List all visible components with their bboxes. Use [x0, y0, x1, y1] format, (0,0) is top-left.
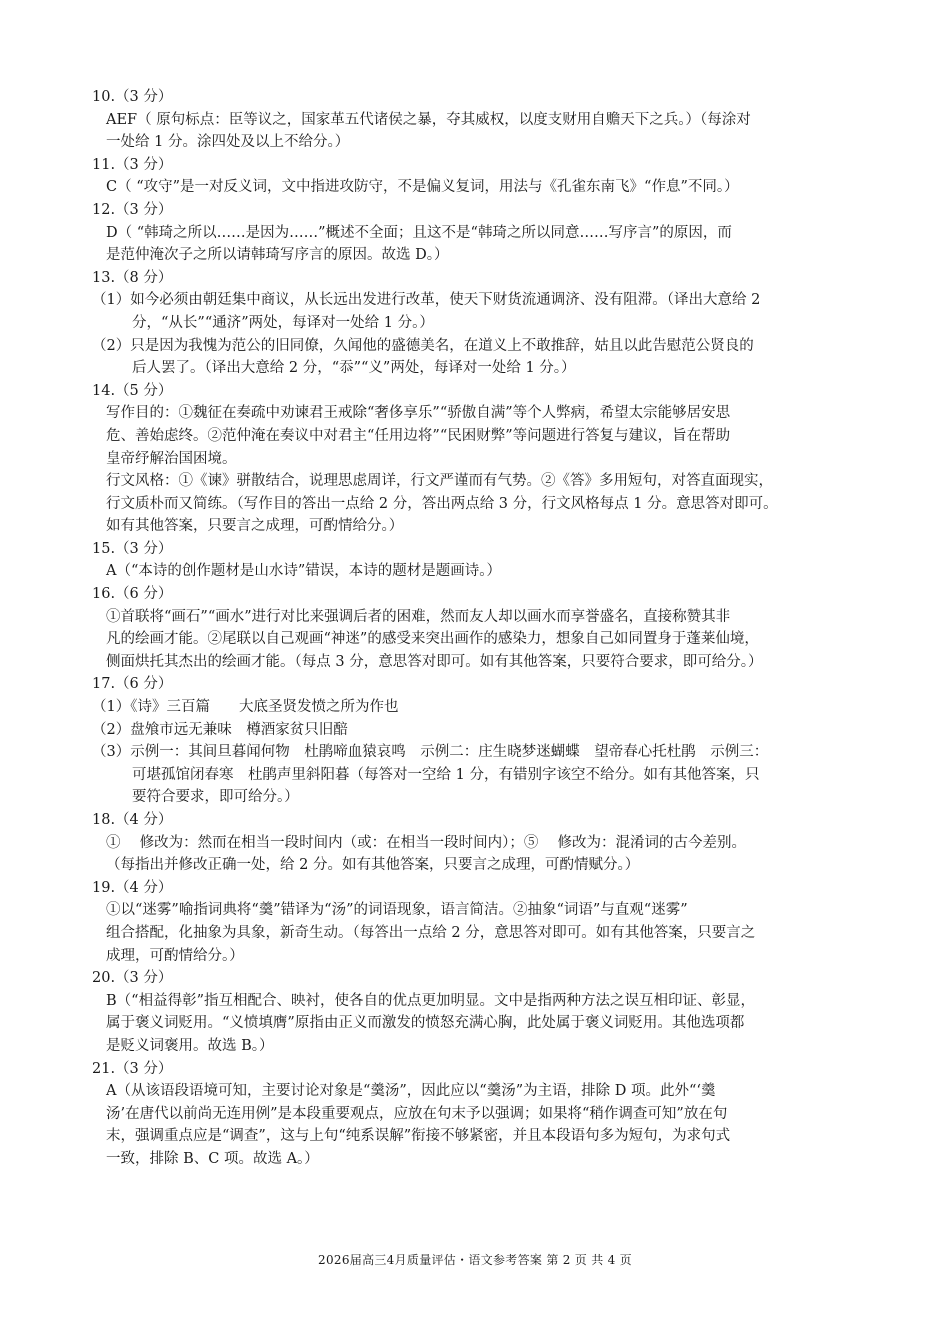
question-20-head: 20.（3 分） — [92, 970, 173, 987]
question-13-part-2: （2）只是因为我愧为范公的旧同僚，久闻他的盛德美名，在道义上不敢推辞，姑且以此告慰范公贤良的 后人罢了。（译出大意给 2 分，“忝”“义”两处，每译对一处给 1 分。） — [92, 337, 754, 377]
question-10-head: 10.（3 分） — [92, 89, 173, 105]
question-15-answer: A（“本诗的创作题材是山水诗”错误，本诗的题材是题画诗。） — [106, 563, 502, 580]
question-10-answer: AEF（ 原句标点：臣等议之，国家革五代诸侯之暴，夺其威权，以度支财用自赡天下之兵。）（每涂对 一处给 1 分。涂四处及以上不给分。） — [106, 111, 751, 151]
answer-page — [92, 86, 864, 1171]
question-16-head: 16.（6 分） — [92, 586, 173, 603]
question-18-answer: ① 修改为：然而在相当一段时间内（或：在相当一段时间内）；⑤ 修改为：混淆词的古今差别。 （每指出并修改正确一处，给 2 分。如有其他答案，只要言之成理，可酌情赋分。） — [106, 834, 746, 874]
question-16-answer: ①首联将“画石”“画水”进行对比来强调后者的困难，然而友人却以画水而享誉盛名，直接称赞其非 凡的绘画才能。②尾联以自己观画“神迷”的感受来突出画作的感染力，想象自己如同置身于蓬莱仙境， 侧面烘托其杰出的绘画才能。（每点 3 分，意思答对即可。如有其他答案，只要符合要求，即可给分。） — [106, 608, 763, 670]
question-19-answer: ①以“迷雾”喻指词典将“羹”错译为“汤”的词语现象，语言简洁。②抽象“词语”与直观“迷雾” 组合搭配，化抽象为具象，新奇生动。（每答出一点给 2 分，意思答对即可。如有其他答案，只要言之 成理，可酌情给分。） — [106, 902, 756, 964]
page-footer: 2026届高三4月质量评估・语文参考答案 第 2 页 共 4 页 — [318, 1253, 632, 1267]
question-17-part-1: （1）《诗》三百篇 大底圣贤发愤之所为作也 — [92, 699, 399, 716]
question-18-head: 18.（4 分） — [92, 812, 173, 828]
question-12-answer: D（ “韩琦之所以……是因为……”概述不全面；且这不是“韩琦之所以同意……写序言”的原因，而 是范仲淹次子之所以请韩琦写序言的原因。故选 D。） — [106, 224, 732, 264]
question-12-head: 12.（3 分） — [92, 201, 173, 218]
question-17-part-2: （2）盘飧市远无兼味 樽酒家贫只旧醅 — [92, 721, 348, 738]
question-14-head: 14.（5 分） — [92, 382, 173, 399]
question-17-head: 17.（6 分） — [92, 676, 173, 693]
question-13-part-1: （1）如今必须由朝廷集中商议，从长远出发进行改革，使天下财货流通调济、没有阻滞。（译出大意给 2 分，“从长”“通济”两处，每译对一处给 1 分。） — [92, 292, 761, 331]
question-11-head: 11.（3 分） — [92, 156, 173, 173]
question-17-part-3: （3）示例一：其间旦暮闻何物 杜鹃啼血猿哀鸣 示例二：庄生晓梦迷蝴蝶 望帝春心托杜鹃 示例三： 可堪孤馆闭春寒 杜鹃声里斜阳暮（每答对一空给 1 分，有错别字该空不给分。如有其他答案，只 要符合要求，即可给分。） — [92, 744, 769, 806]
question-15-head: 15.（3 分） — [92, 540, 173, 557]
question-11-answer: C（ “攻守”是一对反义词，文中指进攻防守，不是偏义复词，用法与《孔雀东南飞》“作息”不同。） — [106, 179, 739, 196]
question-13-head: 13.（8 分） — [92, 269, 173, 286]
question-21-head: 21.（3 分） — [92, 1060, 173, 1077]
question-14-answer: 写作目的：①魏征在奏疏中劝谏君王戒除“奢侈享乐”“骄傲自满”等个人弊病，希望太宗能够居安思 危、善始虑终。②范仲淹在奏议中对君主“任用边将”“民困财弊”等问题进行答复与建议，旨在帮助 皇帝纾解治国困境。 行文风格：①《谏》骈散结合，说理思虑周详，行文严谨而有气势。②《答》多用短句，对答直面现实， 行文质朴而又简练。（写作目的答出一点给 2 分，答出两点给 3 分，行文风格每点 1 分。意思答对即可。 如有其他答案，只要言之成理，可酌情给分。） — [106, 405, 778, 535]
question-21-answer: A（从该语段语境可知，主要讨论对象是“羹汤”，因此应以“羹汤”为主语，排除 D 项。此外“‘羹 汤’在唐代以前尚无连用例”是本段重要观点，应放在句末予以强调；如果将“稍作调查可知”放在句 末，强调重点应是“调查”，这与上句“纯系误解”衔接不够紧密，并且本段语句多为短句，为求句式 一致，排除 B、C 项。故选 A。） — [106, 1083, 731, 1167]
question-20-answer: B（“相益得彰”指互相配合、映衬，使各自的优点更加明显。文中是指两种方法之误互相印证、彰显， 属于褒义词贬用。“义愤填膺”原指由正义而激发的愤怒充满心胸，此处属于褒义词贬用。其他选项都 是贬义词褒用。故选 B。） — [106, 992, 755, 1054]
question-19-head: 19.（4 分） — [92, 879, 173, 896]
